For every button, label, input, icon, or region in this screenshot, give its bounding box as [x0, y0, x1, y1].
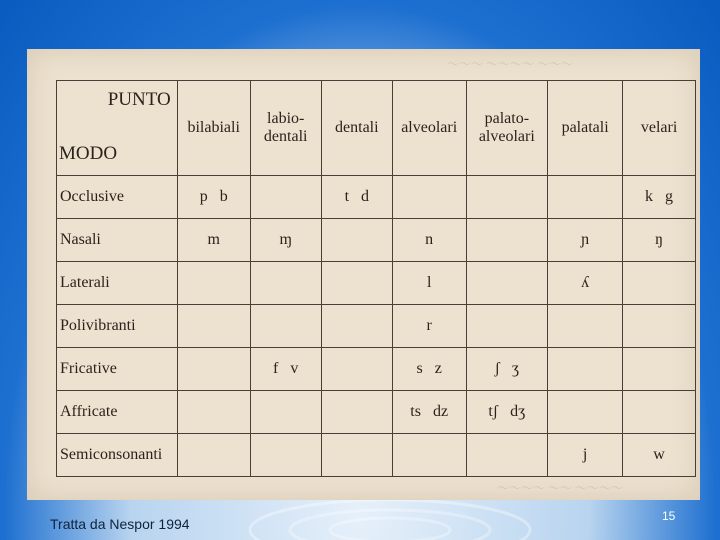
manner-label: Polivibranti: [57, 305, 178, 348]
phoneme-cell: [250, 262, 321, 305]
column-header: bilabiali: [177, 81, 250, 176]
phoneme-symbol: ʎ: [581, 274, 590, 291]
page-number: 15: [662, 509, 676, 523]
phoneme-symbol: dʒ: [510, 403, 526, 420]
phoneme-cell: [623, 305, 696, 348]
manner-label: Nasali: [57, 219, 178, 262]
phoneme-symbol: f: [273, 360, 279, 377]
phoneme-cell: [250, 305, 321, 348]
phoneme-cell: [623, 176, 696, 219]
phoneme-cell: [623, 219, 696, 262]
column-header: velari: [623, 81, 696, 176]
phoneme-symbol: ts: [410, 403, 421, 420]
table-row: [57, 262, 696, 305]
phoneme-cell: [250, 348, 321, 391]
phoneme-cell: [392, 434, 466, 477]
phoneme-cell: [177, 219, 250, 262]
phoneme-cell: [392, 262, 466, 305]
phoneme-symbol: m: [207, 231, 220, 248]
phoneme-symbol: g: [665, 188, 674, 205]
table-header-row: [57, 81, 696, 176]
table-corner-cell: [57, 81, 178, 176]
phoneme-cell: [321, 176, 392, 219]
phoneme-symbol: ʒ: [511, 360, 520, 377]
phoneme-cell: [250, 176, 321, 219]
phoneme-cell: [623, 434, 696, 477]
phoneme-cell: [466, 434, 548, 477]
phoneme-cell: [321, 219, 392, 262]
phoneme-cell: [548, 262, 623, 305]
phoneme-cell: [466, 348, 548, 391]
phoneme-cell: [548, 434, 623, 477]
phoneme-cell: [321, 305, 392, 348]
phoneme-symbol: ŋ: [655, 231, 664, 248]
phoneme-symbol: d: [361, 188, 370, 205]
phoneme-cell: [548, 391, 623, 434]
phoneme-cell: [623, 262, 696, 305]
phoneme-cell: [466, 176, 548, 219]
phoneme-symbol: tʃ: [488, 403, 499, 420]
bleed-through-text: ～～～～ ～～ ～～～～: [497, 481, 624, 495]
phoneme-symbol: z: [434, 360, 442, 377]
column-header: dentali: [321, 81, 392, 176]
phoneme-symbol: k: [645, 188, 654, 205]
phoneme-cell: [392, 348, 466, 391]
manner-label: Semiconsonanti: [57, 434, 178, 477]
manner-label: Fricative: [57, 348, 178, 391]
phoneme-cell: [392, 219, 466, 262]
phoneme-cell: [250, 434, 321, 477]
table-row: [57, 305, 696, 348]
table-row: [57, 348, 696, 391]
manner-label: Occlusive: [57, 176, 178, 219]
phoneme-cell: [177, 391, 250, 434]
phoneme-cell: [548, 348, 623, 391]
phoneme-symbol: n: [425, 231, 434, 248]
phoneme-cell: [466, 305, 548, 348]
column-header: palato- alveolari: [466, 81, 548, 176]
phoneme-cell: [548, 176, 623, 219]
phoneme-cell: [392, 305, 466, 348]
phoneme-symbol: dz: [432, 403, 449, 420]
bleed-through-text: ～～～ ～～～～ ～～～: [447, 57, 574, 71]
phoneme-cell: [177, 348, 250, 391]
source-caption: Tratta da Nespor 1994: [50, 516, 190, 532]
column-header: palatali: [548, 81, 623, 176]
phoneme-cell: [466, 262, 548, 305]
phoneme-symbol: w: [653, 446, 665, 463]
table-row: [57, 176, 696, 219]
phoneme-symbol: j: [582, 446, 588, 463]
phoneme-cell: [321, 262, 392, 305]
phoneme-cell: [623, 391, 696, 434]
phoneme-cell: [177, 434, 250, 477]
phoneme-cell: [177, 176, 250, 219]
phoneme-symbol: p: [199, 188, 208, 205]
place-header-label: PUNTO: [107, 89, 171, 110]
phoneme-cell: [548, 219, 623, 262]
phoneme-symbol: l: [426, 274, 432, 291]
phoneme-symbol: b: [219, 188, 228, 205]
phoneme-cell: [392, 176, 466, 219]
phoneme-cell: [466, 219, 548, 262]
phoneme-cell: [392, 391, 466, 434]
phoneme-cell: [321, 391, 392, 434]
phoneme-cell: [177, 262, 250, 305]
phoneme-cell: [548, 305, 623, 348]
phoneme-cell: [321, 434, 392, 477]
phoneme-cell: [177, 305, 250, 348]
phonetic-consonant-table: [56, 80, 696, 477]
column-header: alveolari: [392, 81, 466, 176]
manner-label: Affricate: [57, 391, 178, 434]
phoneme-cell: [466, 391, 548, 434]
table-row: [57, 391, 696, 434]
phoneme-cell: [250, 219, 321, 262]
phoneme-symbol: v: [290, 360, 299, 377]
table-row: [57, 434, 696, 477]
phoneme-cell: [623, 348, 696, 391]
scanned-book-page: [27, 49, 700, 500]
phoneme-cell: [250, 391, 321, 434]
column-header: labio- dentali: [250, 81, 321, 176]
phoneme-symbol: ɱ: [279, 231, 292, 248]
manner-header-label: MODO: [59, 143, 118, 164]
phoneme-symbol: r: [426, 317, 432, 334]
phoneme-symbol: ʃ: [494, 360, 500, 377]
phoneme-symbol: s: [416, 360, 423, 377]
phoneme-cell: [321, 348, 392, 391]
table-row: [57, 219, 696, 262]
phoneme-symbol: t: [344, 188, 350, 205]
manner-label: Laterali: [57, 262, 178, 305]
phoneme-symbol: ɲ: [581, 231, 590, 248]
